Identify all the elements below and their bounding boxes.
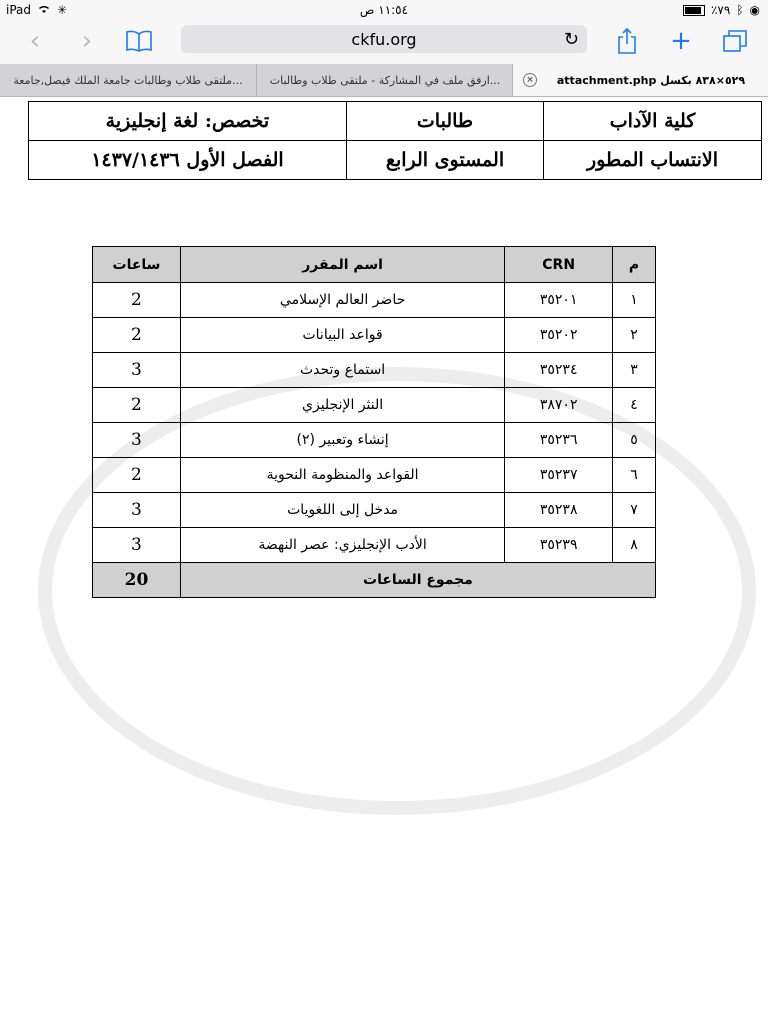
courses-header-row xyxy=(93,247,656,283)
device-name: iPad xyxy=(6,3,32,17)
level-cell: المستوى الرابع xyxy=(346,141,543,180)
specialization-cell: تخصص: لغة إنجليزية xyxy=(29,102,347,141)
tabs-icon xyxy=(722,29,748,53)
header-row xyxy=(29,141,762,180)
courses-table xyxy=(92,246,656,598)
course-name-cell: إنشاء وتعبير (٢) xyxy=(180,423,504,458)
hours-cell: 2 xyxy=(93,388,181,423)
course-name-cell: الأدب الإنجليزي: عصر النهضة xyxy=(180,528,504,563)
total-label-cell: مجموع الساعات xyxy=(180,563,655,598)
reload-icon[interactable]: ↻ xyxy=(563,29,579,50)
plus-icon: + xyxy=(670,26,692,56)
crn-cell: ٣٨٧٠٢ xyxy=(505,388,613,423)
table-row xyxy=(93,458,656,493)
share-button[interactable] xyxy=(612,26,642,56)
hours-cell: 3 xyxy=(93,423,181,458)
column-header-crn: CRN xyxy=(505,247,613,283)
url-text: ckfu.org xyxy=(351,29,417,49)
chevron-left-icon: ‹ xyxy=(29,26,41,56)
num-cell: ٦ xyxy=(613,458,656,493)
program-cell: الانتساب المطور xyxy=(544,141,762,180)
num-cell: ٨ xyxy=(613,528,656,563)
new-tab-button[interactable] xyxy=(666,26,696,56)
total-row xyxy=(93,563,656,598)
college-cell: كلية الآداب xyxy=(544,102,762,141)
crn-cell: ٣٥٢٠١ xyxy=(505,283,613,318)
num-cell: ٢ xyxy=(613,318,656,353)
activity-spinner-icon: ✳ xyxy=(57,3,68,17)
table-row xyxy=(93,493,656,528)
chevron-right-icon: › xyxy=(81,26,93,56)
header-row xyxy=(29,102,762,141)
crn-cell: ٣٥٢٣٨ xyxy=(505,493,613,528)
close-tab-icon[interactable]: × xyxy=(523,73,537,87)
column-header-name: اسم المقرر xyxy=(180,247,504,283)
bookmarks-button[interactable] xyxy=(124,26,154,56)
book-icon xyxy=(125,30,153,52)
crn-cell: ٣٥٢٣٤ xyxy=(505,353,613,388)
num-cell: ٥ xyxy=(613,423,656,458)
hours-cell: 3 xyxy=(93,528,181,563)
num-cell: ٤ xyxy=(613,388,656,423)
semester-cell: الفصل الأول ١٤٣٧/١٤٣٦ xyxy=(29,141,347,180)
column-header-num: م xyxy=(613,247,656,283)
num-cell: ١ xyxy=(613,283,656,318)
hours-cell: 2 xyxy=(93,318,181,353)
browser-toolbar xyxy=(0,20,768,64)
share-icon xyxy=(616,27,638,55)
crn-cell: ٣٥٢٠٢ xyxy=(505,318,613,353)
hours-cell: 2 xyxy=(93,283,181,318)
table-row xyxy=(93,423,656,458)
table-row xyxy=(93,283,656,318)
tab-attach-file[interactable] xyxy=(256,64,513,96)
table-row xyxy=(93,388,656,423)
tab-label: attachment.php ٥٢٩×٨٣٨ بكسل xyxy=(556,73,746,87)
num-cell: ٧ xyxy=(613,493,656,528)
orientation-lock-icon: ◉ xyxy=(749,3,760,17)
total-hours-cell: 20 xyxy=(93,563,181,598)
bluetooth-icon: ᛒ xyxy=(736,3,744,17)
header-table xyxy=(28,101,762,180)
students-cell: طالبات xyxy=(346,102,543,141)
table-row xyxy=(93,353,656,388)
course-name-cell: مدخل إلى اللغويات xyxy=(180,493,504,528)
column-header-hours: ساعات xyxy=(93,247,181,283)
tab-label: ارفق ملف في المشاركة - ملتقى طلاب وطالبات... xyxy=(269,73,501,87)
hours-cell: 3 xyxy=(93,353,181,388)
tabs-overview-button[interactable] xyxy=(720,26,750,56)
crn-cell: ٣٥٢٣٦ xyxy=(505,423,613,458)
num-cell: ٣ xyxy=(613,353,656,388)
address-bar[interactable] xyxy=(181,25,587,53)
course-name-cell: قواعد البيانات xyxy=(180,318,504,353)
battery-icon xyxy=(683,3,705,17)
status-bar xyxy=(0,0,768,20)
crn-cell: ٣٥٢٣٧ xyxy=(505,458,613,493)
table-row xyxy=(93,318,656,353)
crn-cell: ٣٥٢٣٩ xyxy=(505,528,613,563)
course-name-cell: استماع وتحدث xyxy=(180,353,504,388)
clock: ١١:٥٤ ص xyxy=(359,3,409,17)
forward-button[interactable] xyxy=(72,26,102,56)
course-name-cell: حاضر العالم الإسلامي xyxy=(180,283,504,318)
attachment-image xyxy=(0,97,768,590)
battery-percent: ٪٧٩ xyxy=(710,3,731,17)
tab-attachment[interactable] xyxy=(512,64,768,96)
tab-ckfu-home[interactable] xyxy=(0,64,256,96)
table-row xyxy=(93,528,656,563)
course-name-cell: القواعد والمنظومة النحوية xyxy=(180,458,504,493)
hours-cell: 3 xyxy=(93,493,181,528)
tab-label: ملتقى طلاب وطالبات جامعة الملك فيصل,جامعة... xyxy=(13,73,243,87)
course-name-cell: النثر الإنجليزي xyxy=(180,388,504,423)
hours-cell: 2 xyxy=(93,458,181,493)
tab-strip xyxy=(0,64,768,97)
back-button[interactable] xyxy=(20,26,50,56)
